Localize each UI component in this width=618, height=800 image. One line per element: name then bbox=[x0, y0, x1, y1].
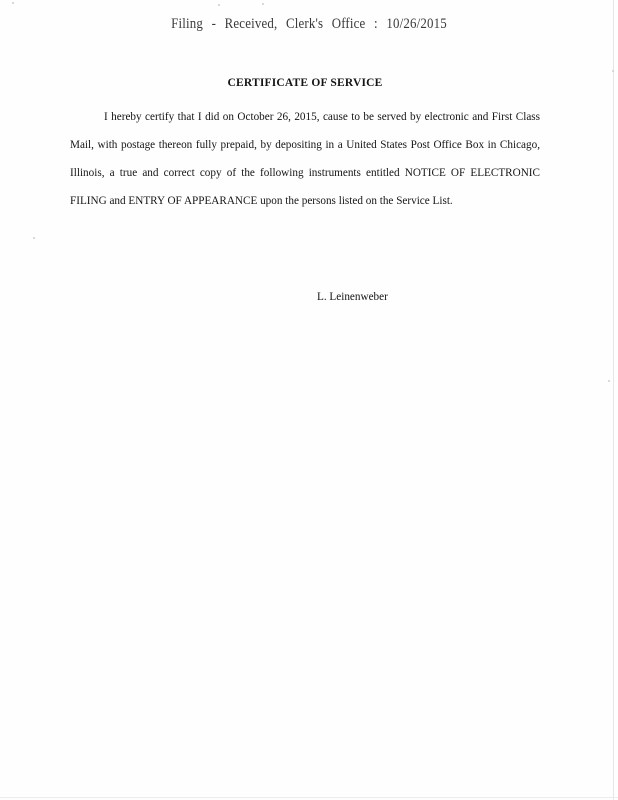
scan-speck bbox=[608, 380, 610, 382]
document-title: CERTIFICATE OF SERVICE bbox=[227, 77, 383, 89]
signature-name: L. Leinenweber bbox=[317, 291, 388, 303]
scan-speck bbox=[262, 3, 264, 5]
scan-speck bbox=[12, 2, 14, 4]
scan-speck bbox=[218, 4, 220, 6]
scan-speck bbox=[612, 70, 614, 72]
scan-speck bbox=[33, 237, 35, 239]
filing-stamp: Filing - Received, Clerk's Office : 10/26/2015 bbox=[171, 16, 447, 32]
scan-bottom-edge bbox=[0, 797, 618, 798]
certificate-body: I hereby certify that I did on October 26, 2015, cause to be served by electronic and First Class Mail, with postage thereon fully prepaid, by depositing in a United States Post Office Box in Chicago, Illinois, a true and correct copy of the following instruments entitled NOTICE OF ELECTRONIC FILING and ENTRY OF APPEARANCE upon the persons listed on the Service List. bbox=[70, 111, 540, 207]
scan-right-edge bbox=[613, 0, 614, 800]
